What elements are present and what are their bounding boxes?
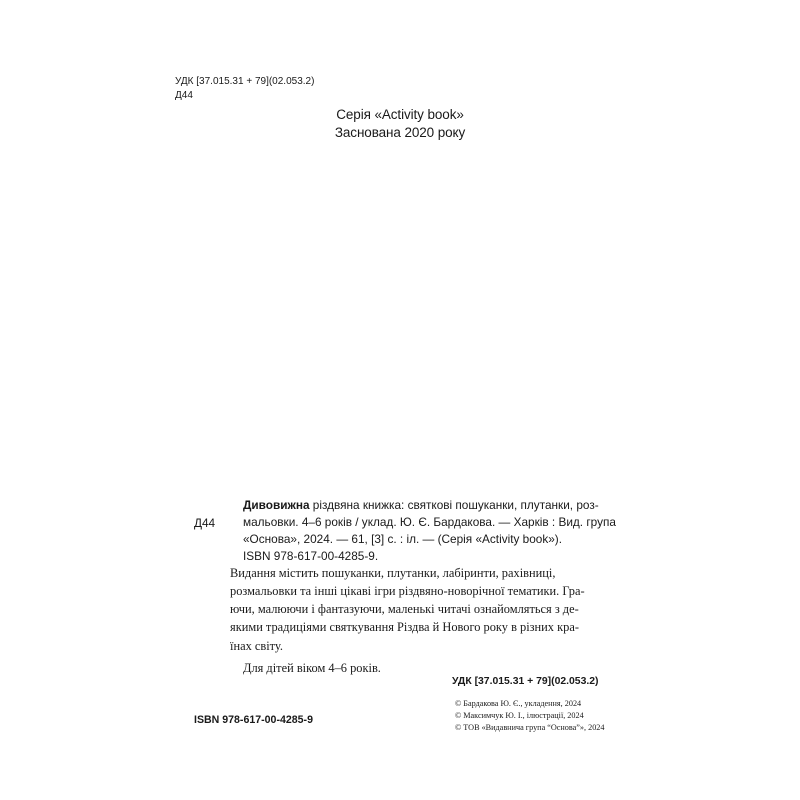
bibliographic-line-3: «Основа», 2024. — 61, [3] с. : іл. — (Серія «Activity book»). bbox=[243, 532, 563, 546]
series-founded: Заснована 2020 року bbox=[334, 125, 466, 140]
annotation-line: розмальовки та інші цікаві ігри різдвяно-новорічної тематики. Гра- bbox=[230, 584, 585, 598]
annotation-line: Видання містить пошуканки, плутанки, лабіринти, рахівниці, bbox=[230, 566, 556, 580]
annotation-line: якими традиціями святкування Різдва й Нового року в різних кра- bbox=[230, 620, 579, 634]
audience-note: Для дітей віком 4–6 років. bbox=[243, 661, 381, 675]
annotation-line: їнах світу. bbox=[230, 639, 283, 653]
udk-code-top: УДК [37.015.31 + 79](02.053.2) bbox=[175, 76, 315, 87]
bibliographic-line-1 bbox=[243, 497, 599, 514]
bibliographic-index: Д44 bbox=[194, 516, 216, 530]
book-title-bold: Дивовижна bbox=[243, 498, 310, 512]
copyright-line: © Максимчук Ю. І., ілюстрації, 2024 bbox=[455, 711, 584, 720]
udk-code-bottom: УДК [37.015.31 + 79](02.053.2) bbox=[452, 676, 599, 687]
bibliographic-line-1-rest: різдвяна книжка: святкові пошуканки, плутанки, роз- bbox=[309, 498, 599, 512]
bibliographic-line-2: мальовки. 4–6 років / уклад. Ю. Є. Бардакова. — Харків : Вид. група bbox=[243, 515, 616, 529]
annotation-line: ючи, малюючи і фантазуючи, маленькі читачі ознайомляться з де- bbox=[230, 602, 579, 616]
bibliographic-isbn: ISBN 978-617-00-4285-9. bbox=[243, 549, 379, 563]
author-index-top: Д44 bbox=[175, 90, 193, 101]
isbn-bottom: ISBN 978-617-00-4285-9 bbox=[194, 714, 313, 726]
series-title: Серія «Activity book» bbox=[336, 107, 464, 122]
copyright-line: © Бардакова Ю. Є., укладення, 2024 bbox=[455, 699, 582, 708]
copyright-line: © ТОВ «Видавнича група “Основа”», 2024 bbox=[455, 723, 605, 732]
